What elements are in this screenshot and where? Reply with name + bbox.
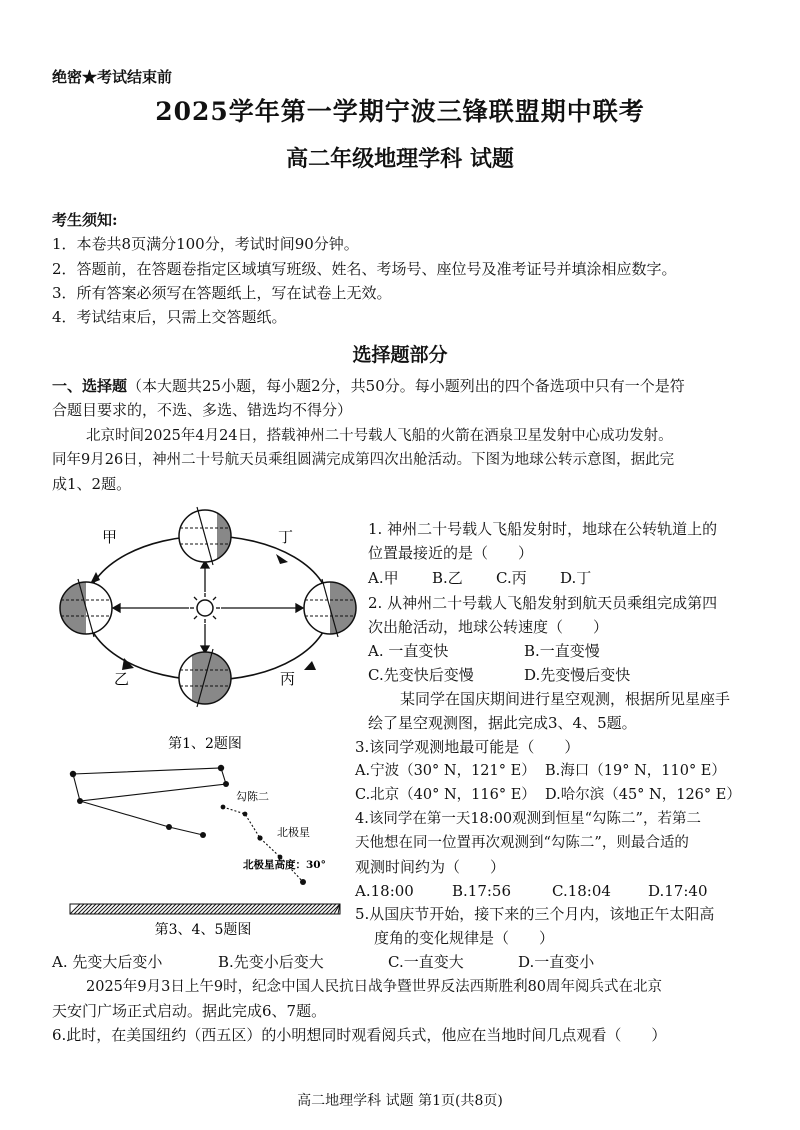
q5-stem: 度角的变化规律是（ ） <box>374 929 555 947</box>
earth-position-left <box>60 579 116 637</box>
passage2-line: 绘了星空观测图，据此完成3、4、5题。 <box>368 714 637 732</box>
earth-position-right <box>300 579 356 637</box>
q3-option: A.宁波（30° N，121° E） <box>355 763 536 779</box>
notice-item: 4．考试结束后，只需上交答题纸。 <box>52 308 287 326</box>
q1-stem: 1. 神州二十号载人飞船发射时，地球在公转轨道上的 <box>368 520 718 538</box>
figure2-caption: 第3、4、5题图 <box>154 922 252 938</box>
q2-option: A. 一直变快 <box>368 642 449 660</box>
label-kochab-ii: 勾陈二 <box>236 790 269 803</box>
q2-option: C.先变快后变慢 <box>368 666 474 684</box>
passage3-line: 天安门广场正式启动。据此完成6、7题。 <box>52 1002 327 1020</box>
q3-option: D.哈尔滨（45° N，126° E） <box>545 787 741 803</box>
q5-option: D.一直变小 <box>518 953 595 971</box>
label-polaris: 北极星 <box>277 826 310 839</box>
q4-stem: 观测时间约为（ ） <box>355 858 506 876</box>
exam-subtitle: 高二年级地理学科 试题 <box>286 146 514 172</box>
q6-stem: 6.此时，在美国纽约（西五区）的小明想同时观看阅兵式，他应在当地时间几点观看（ ） <box>52 1026 667 1044</box>
label-bing: 丙 <box>280 670 296 688</box>
q5-stem: 5.从国庆节开始，接下来的三个月内，该地正午太阳高 <box>355 905 715 923</box>
section-label: 一、选择题 <box>52 377 128 395</box>
q3-stem: 3.该同学观测地最可能是（ ） <box>355 738 580 756</box>
section-instr-line: 合题目要求的，不选、多选、错选均不得分） <box>52 401 353 419</box>
section-instructions <box>52 374 685 398</box>
q1-option: B.乙 <box>432 569 463 587</box>
passage2-line: 某同学在国庆期间进行星空观测，根据所见星座手 <box>400 690 731 708</box>
section-instr-line: （本大题共25小题，每小题2分，共50分。每小题列出的四个备选项中只有一个是符 <box>127 377 685 395</box>
sun-icon <box>190 593 220 623</box>
label-ding: 丁 <box>278 528 294 546</box>
earth-position-bottom <box>170 649 231 707</box>
section-title: 选择题部分 <box>352 344 448 366</box>
q5-option: B.先变小后变大 <box>218 953 324 971</box>
confidential-mark: 绝密★考试结束前 <box>52 68 173 86</box>
ground-hatch <box>70 904 340 914</box>
q5-option: A. 先变大后变小 <box>52 953 163 971</box>
exam-title: 2025学年第一学期宁波三锋联盟期中联考 <box>155 97 645 126</box>
earth-position-top <box>179 507 237 565</box>
passage-line: 北京时间2025年4月24日，搭载神州二十号载人飞船的火箭在酒泉卫星发射中心成功发射。 <box>86 428 673 444</box>
q2-option: D.先变慢后变快 <box>524 666 631 684</box>
figure1-caption: 第1、2题图 <box>168 736 242 752</box>
q4-option: A.18:00 <box>355 882 414 900</box>
label-jia: 甲 <box>102 528 118 546</box>
orbit-diagram <box>50 498 360 760</box>
q2-stem: 2. 从神州二十号载人飞船发射到航天员乘组完成第四 <box>368 594 718 612</box>
label-yi: 乙 <box>114 670 130 688</box>
q4-option: B.17:56 <box>452 882 512 900</box>
q2-stem: 次出舱活动，地球公转速度（ ） <box>368 618 609 636</box>
passage3-line: 2025年9月3日上午9时，纪念中国人民抗日战争暨世界反法西斯胜利80周年阅兵式在北京 <box>86 979 663 995</box>
star-chart <box>55 762 355 942</box>
q5-option: C.一直变大 <box>388 953 464 971</box>
q4-option: D.17:40 <box>648 882 708 900</box>
q3-option: B.海口（19° N，110° E） <box>545 763 726 779</box>
q4-option: C.18:04 <box>552 882 611 900</box>
q2-option: B.一直变慢 <box>524 642 600 660</box>
q1-option: D.丁 <box>560 569 592 587</box>
q4-stem: 天他想在同一位置再次观测到“勾陈二”，则最合适的 <box>355 835 689 851</box>
passage-line: 成1、2题。 <box>52 475 132 493</box>
q1-stem: 位置最接近的是（ ） <box>368 544 534 562</box>
polaris-altitude: 北极星高度：30° <box>243 859 326 871</box>
q3-option: C.北京（40° N，116° E） <box>355 787 536 803</box>
q1-option: C.丙 <box>496 569 527 587</box>
notice-item: 1．本卷共8页满分100分，考试时间90分钟。 <box>52 235 359 253</box>
q4-stem: 4.该同学在第一天18:00观测到恒星“勾陈二”，若第二 <box>355 811 701 827</box>
notice-item: 3．所有答案必须写在答题纸上，写在试卷上无效。 <box>52 284 392 302</box>
page-footer: 高二地理学科 试题 第1页(共8页) <box>297 1093 503 1109</box>
notice-heading: 考生须知: <box>52 211 118 229</box>
passage-line: 同年9月26日，神州二十号航天员乘组圆满完成第四次出舱活动。下图为地球公转示意图，据此完 <box>52 452 675 468</box>
notice-item: 2．答题前，在答题卷指定区域填写班级、姓名、考场号、座位号及准考证号并填涂相应数字。 <box>52 260 677 278</box>
q1-option: A.甲 <box>368 569 399 587</box>
